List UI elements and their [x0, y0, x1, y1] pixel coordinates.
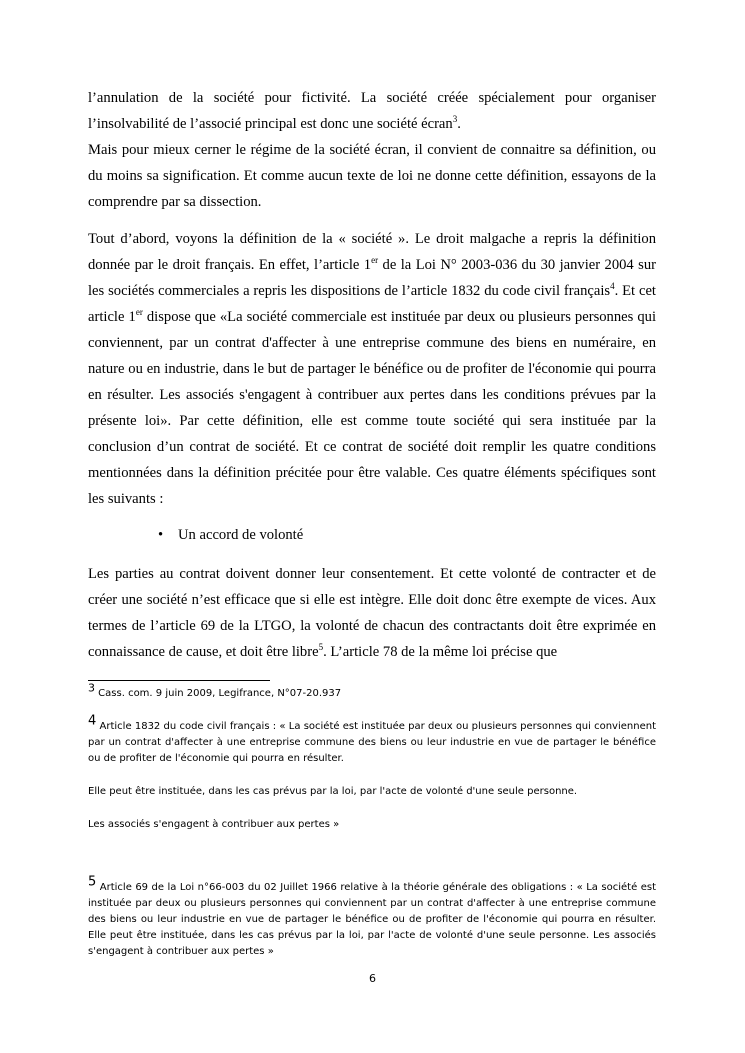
footnote-text: Cass. com. 9 juin 2009, Legifrance, N°07-20.937 [95, 688, 342, 699]
footnote-text: Article 1832 du code civil français : « La société est instituée par deux ou plusieurs personnes qui conviennent par un contrat d'affecter à une entreprise commune des biens ou leur industrie en vue de partager le bénéfice ou de profiter de l'économie qui pourra en résulter. [88, 721, 656, 764]
paragraph-text: . Et cet article 1 [88, 283, 656, 325]
paragraph-text: Tout d’abord, voyons la définition de la « société ». Le droit malgache a repris la définition donnée par le droit français. En effet, l’article 1 [88, 231, 656, 273]
footnote-3 [88, 681, 656, 702]
paragraph-text: . L’article 78 de la même loi précise que [323, 644, 558, 660]
page-number: 6 [369, 972, 376, 985]
paragraph-text: . [457, 116, 461, 132]
superscript-er: er [371, 255, 379, 266]
footnote-ref-3[interactable]: 3 [452, 114, 458, 125]
paragraph-text: de la Loi N° 2003-036 du 30 janvier 2004 sur les sociétés commerciales a repris les dispositions de l’article 1832 du code civil français [88, 257, 656, 299]
footnote-5 [88, 874, 656, 960]
footnote-separator [88, 680, 270, 681]
paragraph-text: l’annulation de la société pour fictivité. La société créée spécialement pour organiser l’insolvabilité de l’associé principal est donc une société écran [88, 90, 656, 132]
bullet-text: Un accord de volonté [178, 527, 304, 543]
footnote-4-line-2: Elle peut être instituée, dans les cas prévus par la loi, par l'acte de volonté d'une seule personne. [88, 786, 578, 797]
paragraph-definition-societe [88, 226, 656, 512]
paragraph-societe-ecran [88, 85, 656, 215]
footnote-4-line-3: Les associés s'engagent à contribuer aux pertes » [88, 819, 340, 830]
footnote-number: 4 [88, 713, 97, 729]
footnote-number: 5 [88, 874, 97, 890]
bullet-item-accord-volonte [158, 522, 303, 548]
paragraph-consentement [88, 561, 656, 665]
footnote-ref-5[interactable]: 5 [318, 642, 324, 653]
paragraph-text: Les parties au contrat doivent donner leur consentement. Et cette volonté de contracter et de créer une société n’est efficace que si elle est intègre. Elle doit donc être exempte de vices. Aux termes de l’article 69 de la LTGO, la volonté de chacun des contractants doit être exprimée en connaissance de cause, et doit être libre [88, 566, 656, 660]
footnote-ref-4[interactable]: 4 [610, 281, 615, 292]
footnote-text: Article 69 de la Loi n°66-003 du 02 Juillet 1966 relative à la théorie générale des obligations : « La société est instituée par deux ou plusieurs personnes qui conviennent par un contrat d'affecter à une entreprise commune des biens ou leur industrie en vue de partager le bénéfice ou de profiter de l'économie qui pourra en résulter. Elle peut être instituée, dans les cas prévus par la loi, par l'acte de volonté d'une seule personne. Les associés s'engagent à contribuer aux pertes » [88, 882, 656, 957]
footnote-number: 3 [88, 681, 95, 695]
paragraph-text: dispose que «La société commerciale est instituée par deux ou plusieurs personnes qui conviennent, par un contrat d'affecter à une entreprise commune des biens en numéraire, en nature ou en industrie, dans le but de partager le bénéfice ou de profiter de l'économie qui pourra en résulter. Les associés s'engagent à contribuer aux pertes dans les conditions prévues par la présente loi». Par cette définition, elle est comme toute société qui sera instituée par la conclusion d’un contrat de société. Et ce contrat de société doit remplir les quatre conditions mentionnées dans la définition précitée pour être valable. Ces quatre éléments spécifiques sont les suivants : [88, 309, 656, 507]
footnote-4 [88, 713, 656, 767]
bullet-icon: • [158, 527, 164, 543]
paragraph-text: Mais pour mieux cerner le régime de la société écran, il convient de connaitre sa définition, ou du moins sa signification. Et comme aucun texte de loi ne donne cette définition, essayons de la comprendre par sa dissection. [88, 142, 656, 210]
superscript-er: er [135, 307, 143, 318]
